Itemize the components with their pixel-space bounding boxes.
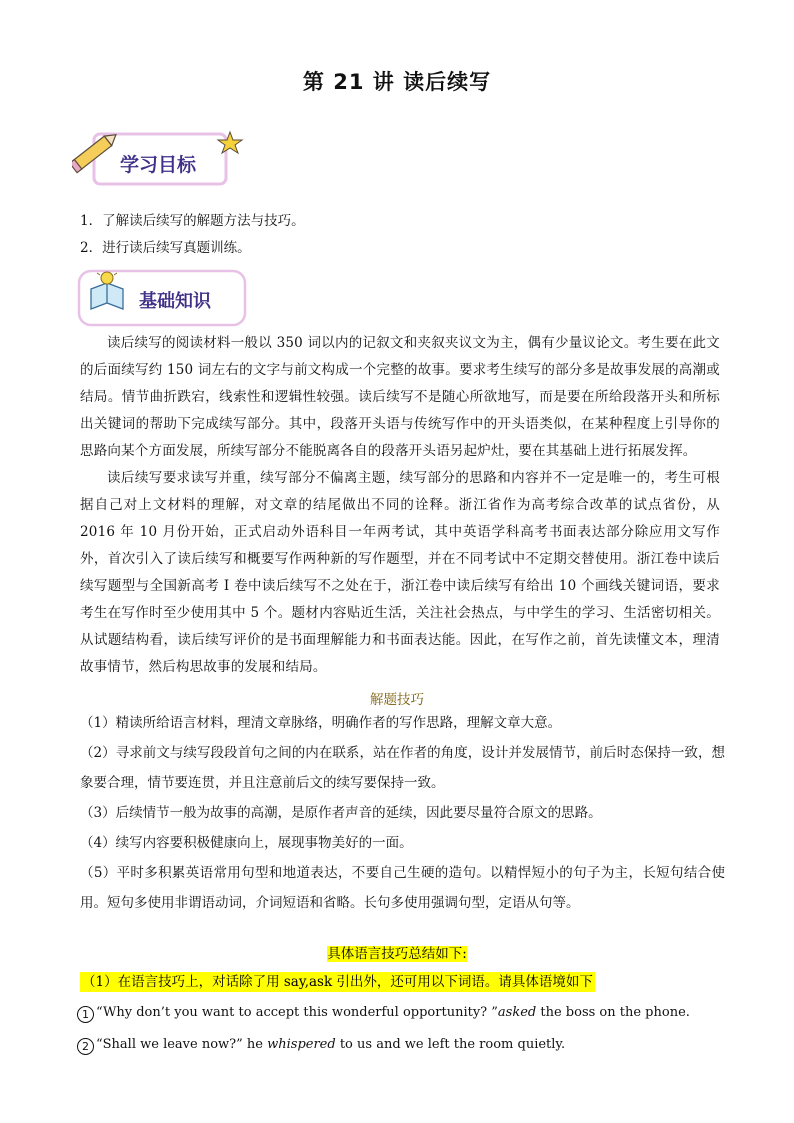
circled-number: 2: [77, 1038, 94, 1055]
requirements-paragraph: 读后续写要求读写并重，续写部分不偏离主题，续写部分的思路和内容并不一定是唯一的，考生可根据自己对上文材料的理解，对文章的结尾做出不同的诠释。浙江省作为高考综合改革的试点省份，从 2016 年 10 月份开始，正式启动外语科目一年两考试，其中英语学科高考书面表达部分除应用文写作外，首次引入了读后续写和概要写作两种新的写作题型，并在不同考试中不定期交替使用。浙江卷中读后续写题型与全国新高考 I 卷中读后续写不之处在于，浙江卷中读后续写有给出 10 个画线关键词语，要求考生在写作时至少使用其中 5 个。题材内容贴近生活，关注社会热点，与中学生的学习、生活密切相关。从试题结构看，读后续写评价的是书面理解能力和书面表达能。因此，在写作之前，首先读懂文本，理清故事情节，然后构思故事的发展和结局。: [80, 470, 720, 675]
example-sentence: [77, 1005, 690, 1023]
tips-list: [80, 708, 725, 918]
tip-item: （5）平时多积累英语常用句型和地道表达，不要自己生硬的造句。以精悍短小的句子为主，长短句结合使用。短句多使用非谓语动词，介词短语和省略。长句多使用强调句型，定语从句等。: [80, 865, 725, 911]
intro-paragraph: 读后续写的阅读材料一般以 350 词以内的记叙文和夹叙夹议文为主，偶有少量议论文。考生要在此文的后面续写约 150 词左右的文字与前文构成一个完整的故事。要求考生续写的部分多是故事发展的高潮或结局。情节曲折跌宕，线索性和逻辑性较强。读后续写不是随心所欲地写，而是要在所给段落开头和所标出关键词的帮助下完成续写部分。其中，段落开头语与传统写作中的开头语类似，在某种程度上引导你的思路向某个方面发展，所续写部分不能脱离各自的段落开头语另起炉灶，要在其基础上进行拓展发挥。: [80, 335, 720, 459]
example-sentence: [77, 1037, 565, 1055]
goal-item: 1．了解读后续写的解题方法与技巧。: [80, 213, 305, 229]
tip-item: （2）寻求前文与续写段段首句之间的内在联系，站在作者的角度，设计并发展情节，前后时态保持一致，想象要合理，情节要连贯，并且注意前后文的续写要保持一致。: [80, 745, 725, 791]
example-verb: asked: [497, 1005, 537, 1020]
language-tips-heading-text: 具体语言技巧总结如下:: [327, 946, 467, 962]
example-text: “Why don’t you want to accept this wonderful opportunity? ”: [96, 1005, 498, 1020]
example-text: to us and we left the room quietly.: [335, 1037, 566, 1052]
page-title: 第 21 讲 读后续写: [302, 70, 492, 94]
example-verb: whispered: [267, 1037, 336, 1052]
example-text: the boss on the phone.: [536, 1005, 690, 1020]
circled-number: 1: [77, 1006, 94, 1023]
tip-item: （1）精读所给语言材料，理清文章脉络，明确作者的写作思路，理解文章大意。: [80, 715, 562, 731]
dialogue-tip-text: （1）在语言技巧上，对话除了用 say,ask 引出外，还可用以下词语。请具体语境如下: [82, 974, 593, 990]
tip-item: （4）续写内容要积极健康向上，展现事物美好的一面。: [80, 835, 413, 851]
learning-goals-label: 学习目标: [120, 154, 197, 176]
goal-item: 2．进行读后续写真题训练。: [80, 240, 251, 256]
goals-list: [80, 208, 305, 262]
dialogue-tip: [80, 970, 595, 990]
learning-goals-badge: [72, 120, 244, 202]
basic-knowledge-label: 基础知识: [139, 291, 211, 312]
basic-knowledge-badge: [77, 267, 247, 331]
tip-item: （3）后续情节一般为故事的高潮，是原作者声音的延续，因此要尽量符合原文的思路。: [80, 805, 602, 821]
tips-heading: 解题技巧: [370, 692, 424, 708]
language-tips-heading: [0, 942, 794, 962]
example-text: “Shall we leave now?” he: [96, 1037, 268, 1052]
